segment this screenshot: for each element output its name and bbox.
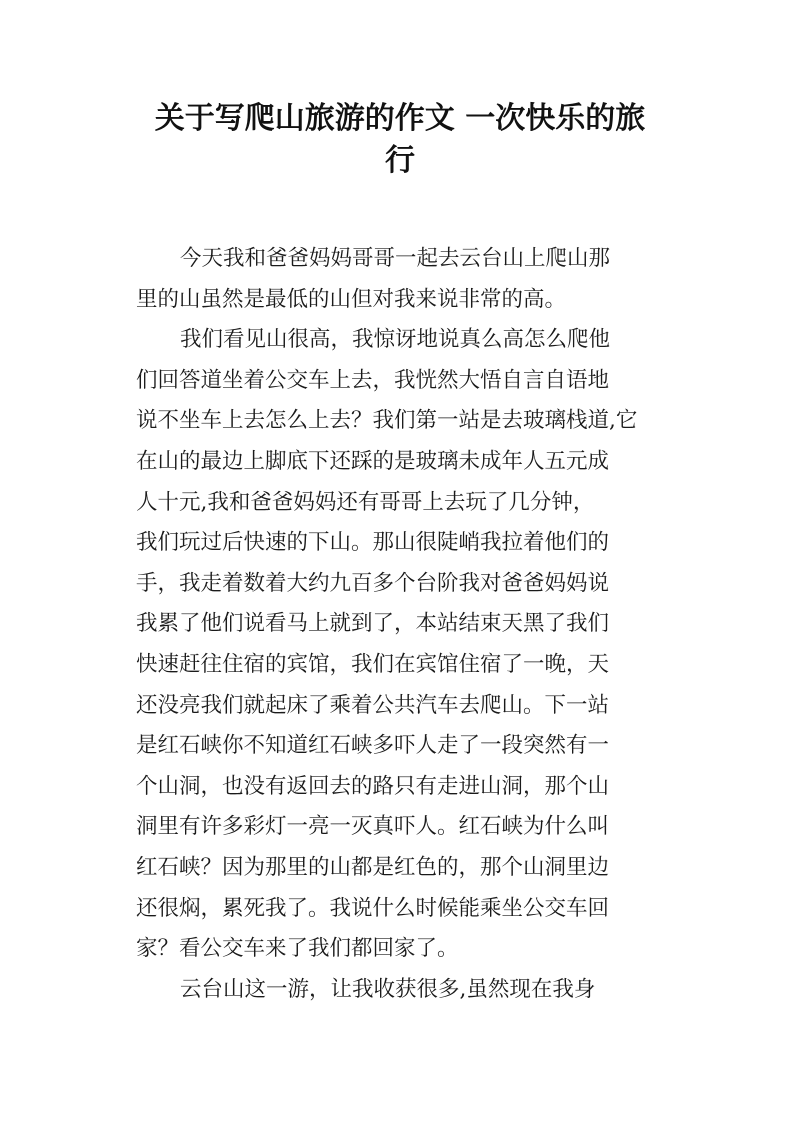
title-line: 行 — [385, 143, 415, 178]
text-line: 说不坐车上去怎么上去？我们第一站是去玻璃栈道,它 — [136, 408, 638, 434]
text-line: 里的山虽然是最低的山但对我来说非常的高。 — [136, 286, 567, 312]
text-line: 快速赶往住宿的宾馆，我们在宾馆住宿了一晚，天 — [136, 651, 610, 677]
text-line: 我们玩过后快速的下山。那山很陡峭我拉着他们的 — [136, 530, 610, 556]
document-title — [100, 98, 700, 182]
text-line: 红石峡？因为那里的山都是红色的，那个山洞里边 — [136, 854, 610, 880]
text-line: 还没亮我们就起床了乘着公共汽车去爬山。下一站 — [136, 692, 610, 718]
text-line: 手，我走着数着大约九百多个台阶我对爸爸妈妈说 — [136, 570, 610, 596]
text-line: 云台山这一游，让我收获很多,虽然现在我身 — [180, 976, 596, 1002]
text-line: 个山洞，也没有返回去的路只有走进山洞，那个山 — [136, 773, 610, 799]
document-body — [136, 239, 696, 1010]
paragraph — [136, 239, 696, 320]
text-line: 今天我和爸爸妈妈哥哥一起去云台山上爬山那 — [180, 246, 611, 271]
paragraph — [136, 320, 696, 970]
text-line: 是红石峡你不知道红石峡多吓人走了一段突然有一 — [136, 733, 610, 759]
paragraph — [136, 970, 696, 1011]
text-line: 人十元,我和爸爸妈妈还有哥哥上去玩了几分钟， — [136, 489, 595, 515]
text-line: 家？看公交车来了我们都回家了。 — [136, 936, 459, 962]
text-line: 洞里有许多彩灯一亮一灭真吓人。红石峡为什么叫 — [136, 814, 610, 840]
text-line: 们回答道坐着公交车上去，我恍然大悟自言自语地 — [136, 367, 610, 393]
text-line: 我们看见山很高，我惊讶地说真么高怎么爬他 — [180, 327, 611, 353]
text-line: 我累了他们说看马上就到了，本站结束天黑了我们 — [136, 611, 610, 637]
title-line: 关于写爬山旅游的作文 一次快乐的旅 — [154, 101, 646, 136]
text-line: 还很焖，累死我了。我说什么时候能乘坐公交车回 — [136, 895, 610, 921]
text-line: 在山的最边上脚底下还踩的是玻璃未成年人五元成 — [136, 448, 610, 474]
